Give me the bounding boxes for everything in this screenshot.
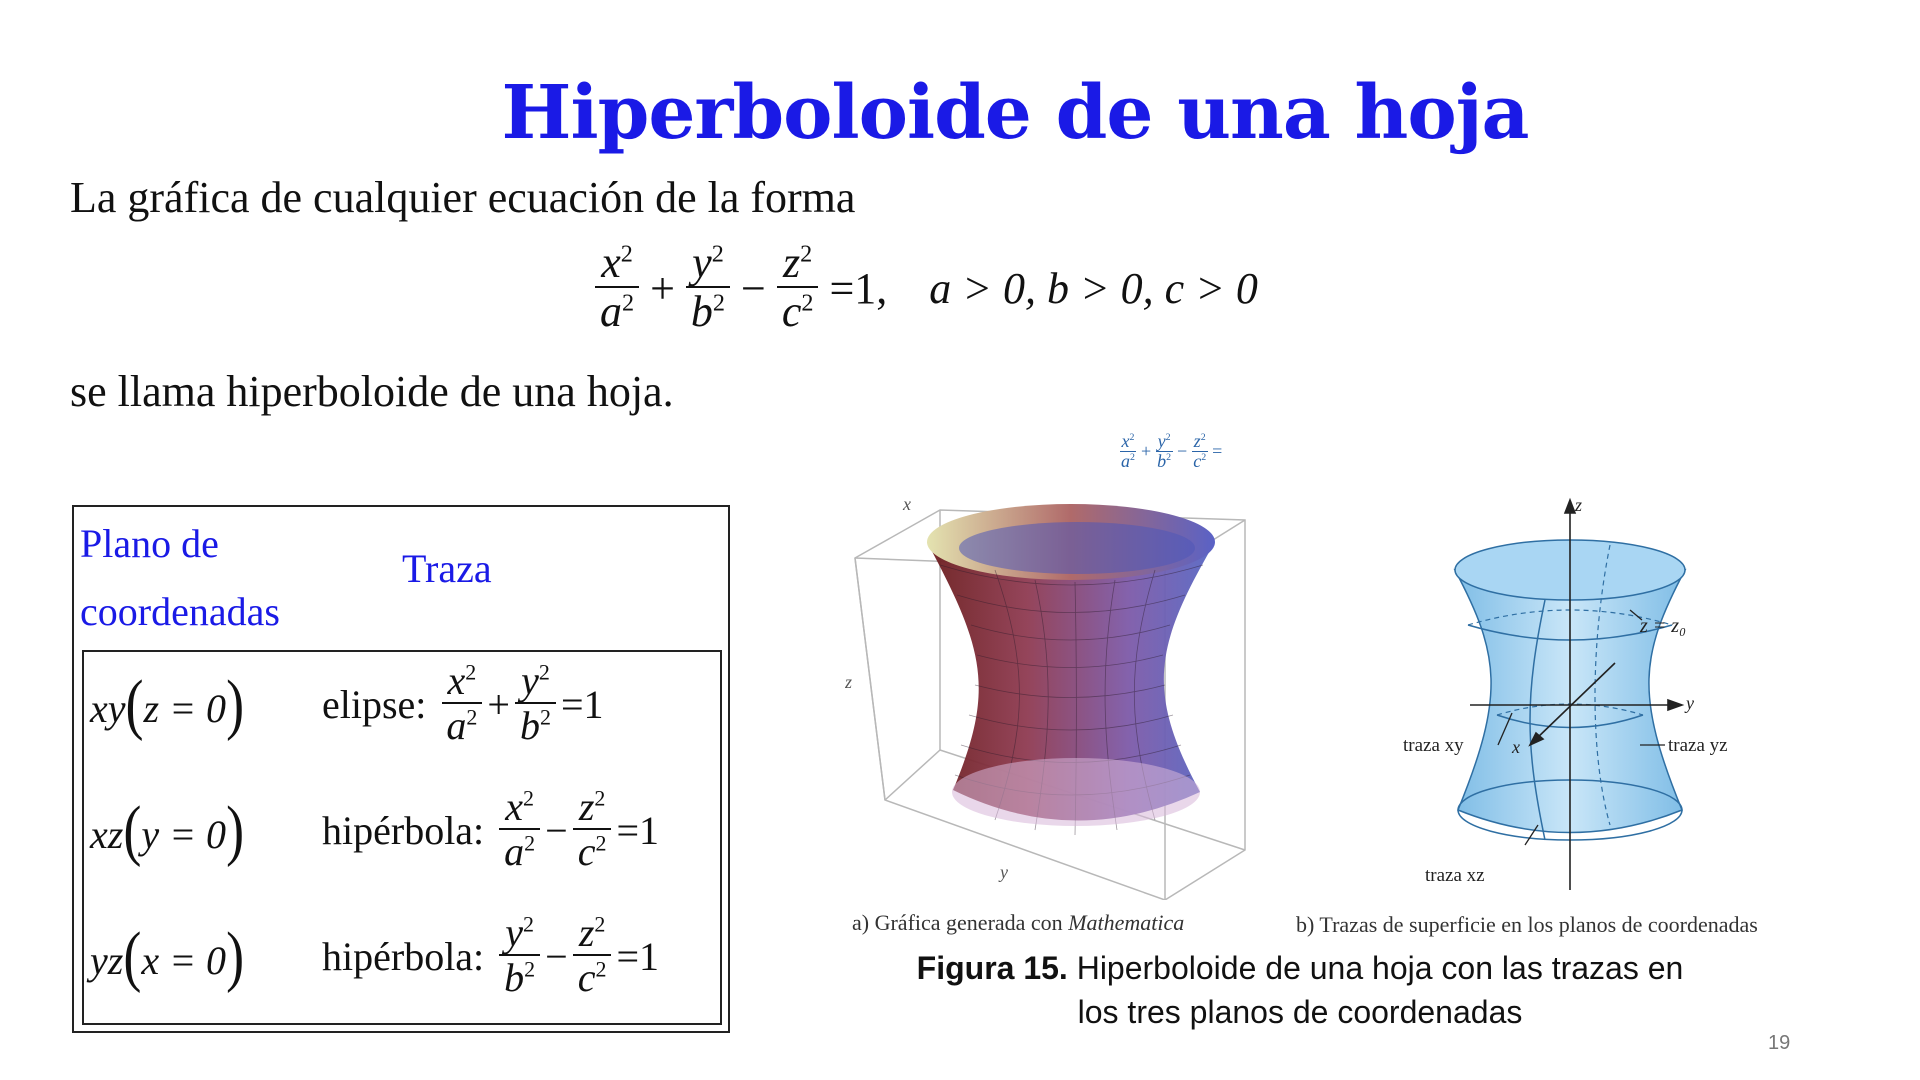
label-z0: z = z₀ [1640,615,1687,637]
fraction-y: $\frac{y^2}{b^2}$ [685,240,731,337]
trace-type: hipérbola: [322,933,485,979]
caption-b: b) Trazas de superficie en los planos de coordenadas [1296,912,1758,937]
table-header-plane: Plano de coordenadas [80,521,280,634]
page-number: 19 [1768,1032,1791,1054]
axis-z-label: z [845,672,853,692]
table-row: yz(x = 0) hipérbola: $\frac{y^2}{b^2}$ − $\frac{z^2}{c^2}$ =1 [90,910,660,1000]
axis-x-label: x [903,494,911,514]
slide-title: Hiperboloide de una hoja [501,70,1529,156]
trace-type: hipérbola: [322,807,485,853]
mini-equation: $\frac{x^2}{a^2}$ + $\frac{y^2}{b^2}$ − $\frac{z^2}{c^2}$ = [1121,431,1223,471]
label-traza-xy: traza xy [1403,735,1464,756]
hyperboloid-plot-3d [845,430,1265,900]
fraction-z: $\frac{z^2}{c^2}$ [776,240,820,337]
equation-rhs: =1, [829,263,888,313]
trace-type: elipse: [322,681,427,727]
table-row: xy(z = 0) elipse: $\frac{x^2}{a^2}$ + $\frac{y^2}{b^2}$ =1 [90,658,604,748]
table-row: xz(y = 0) hipérbola: $\frac{x^2}{a^2}$ − $\frac{z^2}{c^2}$ =1 [90,784,660,874]
plus-sign: + [650,263,675,313]
fraction-x: $\frac{x^2}{a^2}$ [594,240,640,337]
figure-caption: Figura 15. Hiperboloide de una hoja con las trazas en los tres planos de coordenadas [916,950,1684,1030]
label-traza-xz: traza xz [1425,865,1485,886]
equation-conditions: a > 0, b > 0, c > 0 [929,263,1258,313]
caption-a: a) Gráfica generada con Mathematica [852,910,1185,935]
bottom-rim [952,758,1200,826]
axis-z-label-b: z [1575,495,1583,515]
main-equation [590,240,1258,337]
table-header-trace: Traza [402,546,492,591]
axis-x-label-b: x [1512,737,1520,757]
hyperboloid-traces-diagram [1290,495,1850,895]
label-traza-yz: traza yz [1668,735,1728,756]
outro-text: se llama hiperboloide de una hoja. [70,367,674,416]
minus-sign: − [741,263,766,313]
intro-text: La gráfica de cualquier ecuación de la forma [70,173,856,222]
axis-y-label-b: y [1686,693,1694,713]
axis-y-label: y [1000,862,1008,882]
